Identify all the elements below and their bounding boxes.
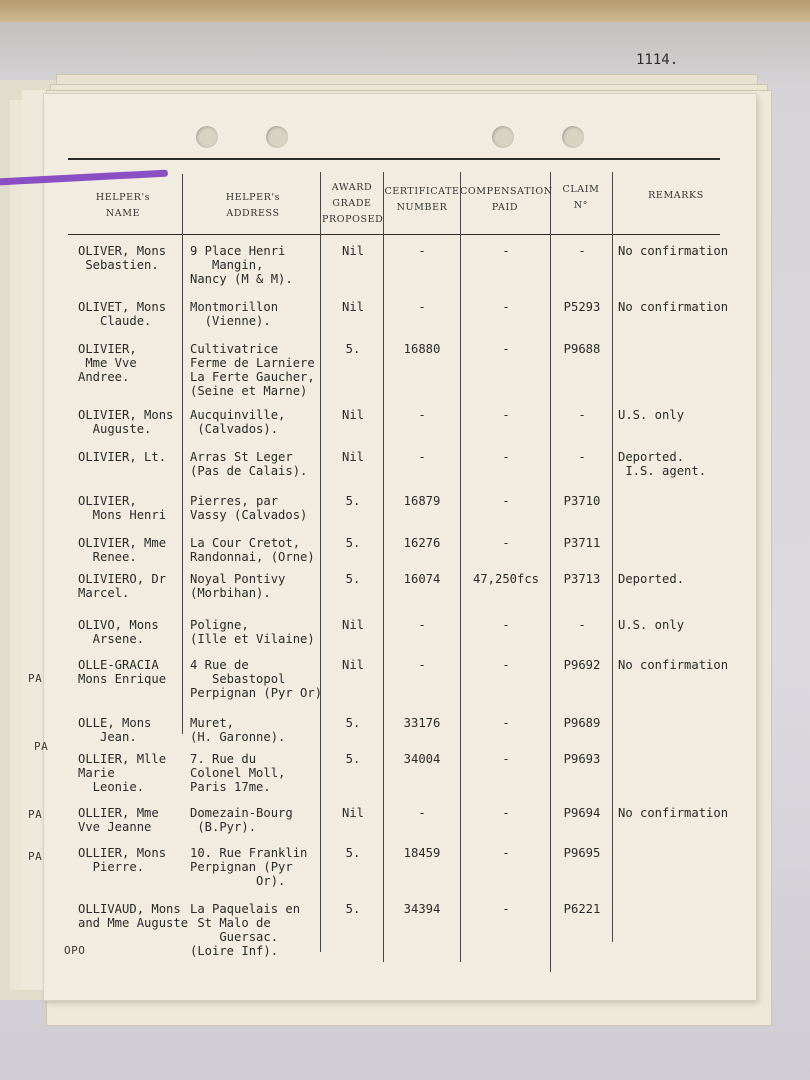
- cell-name: OLLE-GRACIA: [78, 658, 159, 672]
- cell-claim: P9689: [563, 716, 601, 730]
- cell-name: OLIVIER, Mme: [78, 536, 167, 550]
- cell-address: Sebastopol: [190, 672, 286, 686]
- cell-address: La Paquelais en: [190, 902, 301, 916]
- cell-name: OLIVIER, Lt.: [78, 450, 167, 464]
- cell-name: OLIVIER,: [78, 494, 137, 508]
- header-certificate: [384, 184, 460, 216]
- cell-address: Ferme de Larniere: [190, 356, 315, 370]
- cell-address: Noyal Pontivy: [190, 572, 286, 586]
- cell-comp: -: [502, 494, 510, 508]
- cell-claim: P9692: [563, 658, 601, 672]
- cell-cert: 16880: [403, 342, 441, 356]
- cell-name: Renee.: [78, 550, 137, 564]
- cell-cert: -: [418, 450, 426, 464]
- cell-address: Paris 17me.: [190, 780, 271, 794]
- cell-award: Nil: [341, 658, 364, 672]
- cell-address: La Ferte Gaucher,: [190, 370, 315, 384]
- punch-hole: [266, 126, 288, 148]
- cell-claim: P3710: [563, 494, 601, 508]
- cell-name: Andree.: [78, 370, 130, 384]
- cell-claim: P9688: [563, 342, 601, 356]
- cell-comp: -: [502, 658, 510, 672]
- cell-cert: 16074: [403, 572, 441, 586]
- header-line: COMPENSATION: [460, 186, 553, 197]
- cell-comp: -: [502, 618, 510, 632]
- cell-cert: -: [418, 408, 426, 422]
- cell-address: 10. Rue Franklin: [190, 846, 308, 860]
- cell-claim: P9694: [563, 806, 601, 820]
- cell-award: Nil: [341, 450, 364, 464]
- cell-award: Nil: [341, 244, 364, 258]
- cell-comp: -: [502, 408, 510, 422]
- header-claim: [550, 182, 612, 214]
- cell-name: OLIVET, Mons: [78, 300, 167, 314]
- cell-address: 9 Place Henri: [190, 244, 286, 258]
- header-address: [190, 190, 316, 222]
- cell-name: Marcel.: [78, 586, 130, 600]
- cell-remarks: I.S. agent.: [618, 464, 707, 478]
- header-line: GRADE: [332, 198, 372, 209]
- cell-name: OLIVIER, Mons: [78, 408, 174, 422]
- cell-cert: -: [418, 300, 426, 314]
- cell-name: Jean.: [78, 730, 137, 744]
- cell-name: Marie: [78, 766, 115, 780]
- cell-award: Nil: [341, 806, 364, 820]
- cell-comp: -: [502, 244, 510, 258]
- cell-cert: -: [418, 658, 426, 672]
- cell-address: Or).: [190, 874, 286, 888]
- cell-address: Pierres, par: [190, 494, 279, 508]
- column-divider: [460, 172, 461, 962]
- cell-name: OLIVIER,: [78, 342, 137, 356]
- column-divider: [182, 174, 183, 734]
- header-line: AWARD: [331, 182, 373, 193]
- cell-comp: -: [502, 806, 510, 820]
- cell-claim: -: [578, 408, 586, 422]
- cell-award: 5.: [345, 494, 361, 508]
- header-line: CERTIFICATE: [384, 186, 460, 197]
- cell-name: Claude.: [78, 314, 152, 328]
- cell-name: Vve Jeanne: [78, 820, 152, 834]
- cell-address: St Malo de: [190, 916, 271, 930]
- cell-remarks: Deported.: [618, 450, 685, 464]
- header-line: CLAIM: [562, 184, 600, 195]
- cell-address: 7. Rue du: [190, 752, 257, 766]
- cell-address: 4 Rue de: [190, 658, 249, 672]
- cell-claim: P9695: [563, 846, 601, 860]
- header-line: PAID: [491, 202, 519, 213]
- cell-comp: -: [502, 902, 510, 916]
- cell-remarks: U.S. only: [618, 408, 685, 422]
- cell-name: and Mme Auguste: [78, 916, 189, 930]
- header-line: N°: [573, 200, 589, 211]
- cell-remarks: Deported.: [618, 572, 685, 586]
- cell-address: Guersac.: [190, 930, 279, 944]
- cell-claim: -: [578, 618, 586, 632]
- cell-award: 5.: [345, 342, 361, 356]
- cell-name: OLLE, Mons: [78, 716, 152, 730]
- cell-address: (Ille et Vilaine): [190, 632, 315, 646]
- cell-name: Mme Vve: [78, 356, 137, 370]
- edge-text: PA: [28, 850, 43, 863]
- column-divider: [383, 172, 384, 962]
- cell-remarks: No confirmation: [618, 244, 729, 258]
- cell-claim: -: [578, 450, 586, 464]
- cell-address: (Pas de Calais).: [190, 464, 308, 478]
- cell-address: Cultivatrice: [190, 342, 279, 356]
- cell-claim: -: [578, 244, 586, 258]
- cell-address: (Seine et Marne): [190, 384, 308, 398]
- edge-text: PA: [28, 672, 43, 685]
- cell-name: Pierre.: [78, 860, 145, 874]
- cell-name: Leonie.: [78, 780, 145, 794]
- column-divider: [612, 172, 613, 942]
- cell-name: OLLIER, Mons: [78, 846, 167, 860]
- header-line: HELPER's: [95, 192, 151, 203]
- header-line: PROPOSED: [322, 214, 384, 225]
- cell-award: 5.: [345, 536, 361, 550]
- cell-comp: -: [502, 536, 510, 550]
- edge-text: PA: [34, 740, 49, 753]
- cell-name: Sebastien.: [78, 258, 159, 272]
- cell-comp: -: [502, 752, 510, 766]
- cell-address: (Vienne).: [190, 314, 271, 328]
- cell-claim: P6221: [563, 902, 601, 916]
- cell-comp: -: [502, 450, 510, 464]
- cell-cert: 34004: [403, 752, 441, 766]
- cell-award: Nil: [341, 300, 364, 314]
- cell-address: Arras St Leger: [190, 450, 293, 464]
- cell-name: OLIVER, Mons: [78, 244, 167, 258]
- cell-address: La Cour Cretot,: [190, 536, 301, 550]
- header-remarks: [616, 188, 736, 204]
- header-compensation: [460, 184, 553, 216]
- cell-award: Nil: [341, 408, 364, 422]
- cell-award: 5.: [345, 752, 361, 766]
- cell-address: Vassy (Calvados): [190, 508, 308, 522]
- desk-edge: [0, 0, 810, 22]
- cell-remarks: No confirmation: [618, 300, 729, 314]
- cell-cert: 18459: [403, 846, 441, 860]
- cell-address: Aucquinville,: [190, 408, 286, 422]
- cell-address: Perpignan (Pyr Or): [190, 686, 323, 700]
- cell-address: Mangin,: [190, 258, 264, 272]
- cell-remarks: No confirmation: [618, 658, 729, 672]
- cell-address: Montmorillon: [190, 300, 279, 314]
- cell-comp: 47,250fcs: [472, 572, 540, 586]
- header-bottom-rule: [68, 234, 720, 235]
- header-line: ADDRESS: [226, 208, 280, 219]
- cell-cert: 33176: [403, 716, 441, 730]
- cell-name: OLLIER, Mlle: [78, 752, 167, 766]
- cell-remarks: No confirmation: [618, 806, 729, 820]
- header-line: HELPER's: [225, 192, 281, 203]
- cell-claim: P9693: [563, 752, 601, 766]
- cell-comp: -: [502, 342, 510, 356]
- punch-hole: [492, 126, 514, 148]
- cell-award: 5.: [345, 572, 361, 586]
- cell-remarks: U.S. only: [618, 618, 685, 632]
- cell-claim: P5293: [563, 300, 601, 314]
- cell-award: 5.: [345, 902, 361, 916]
- cell-address: (B.Pyr).: [190, 820, 257, 834]
- document-page: [44, 52, 756, 1000]
- cell-comp: -: [502, 716, 510, 730]
- punch-hole: [196, 126, 218, 148]
- cell-address: Nancy (M & M).: [190, 272, 293, 286]
- cell-comp: -: [502, 300, 510, 314]
- cell-name: OLLIER, Mme: [78, 806, 159, 820]
- cell-name: Mons Henri: [78, 508, 167, 522]
- cell-address: (Loire Inf).: [190, 944, 279, 958]
- cell-name: Auguste.: [78, 422, 152, 436]
- cell-name: OLIVO, Mons: [78, 618, 159, 632]
- cell-address: Randonnai, (Orne): [190, 550, 315, 564]
- cell-address: Perpignan (Pyr: [190, 860, 293, 874]
- cell-comp: -: [502, 846, 510, 860]
- header-name: [68, 190, 178, 222]
- cell-name: Mons Enrique: [78, 672, 167, 686]
- cell-award: Nil: [341, 618, 364, 632]
- header-top-rule: [68, 158, 720, 160]
- cell-award: 5.: [345, 846, 361, 860]
- column-divider: [320, 172, 321, 952]
- cell-claim: P3711: [563, 536, 601, 550]
- cell-address: (H. Garonne).: [190, 730, 286, 744]
- cell-address: Colonel Moll,: [190, 766, 286, 780]
- header-line: NAME: [105, 208, 141, 219]
- cell-claim: P3713: [563, 572, 601, 586]
- cell-address: (Calvados).: [190, 422, 279, 436]
- cell-cert: -: [418, 618, 426, 632]
- header-line: REMARKS: [648, 190, 704, 201]
- cell-cert: 34394: [403, 902, 441, 916]
- header-line: NUMBER: [396, 202, 448, 213]
- cell-cert: 16879: [403, 494, 441, 508]
- column-divider: [550, 172, 551, 972]
- cell-award: 5.: [345, 716, 361, 730]
- cell-cert: -: [418, 244, 426, 258]
- cell-cert: -: [418, 806, 426, 820]
- cell-address: (Morbihan).: [190, 586, 271, 600]
- cell-cert: 16276: [403, 536, 441, 550]
- cell-name: Arsene.: [78, 632, 145, 646]
- cell-address: Poligne,: [190, 618, 249, 632]
- cell-address: Domezain-Bourg: [190, 806, 293, 820]
- cell-address: Muret,: [190, 716, 235, 730]
- header-award: [322, 180, 382, 228]
- edge-text: PA: [28, 808, 43, 821]
- cell-name: OLIVIERO, Dr: [78, 572, 167, 586]
- edge-text: OPO: [64, 944, 86, 957]
- cell-name: OLLIVAUD, Mons: [78, 902, 181, 916]
- page-number: 1114.: [636, 52, 679, 68]
- punch-hole: [562, 126, 584, 148]
